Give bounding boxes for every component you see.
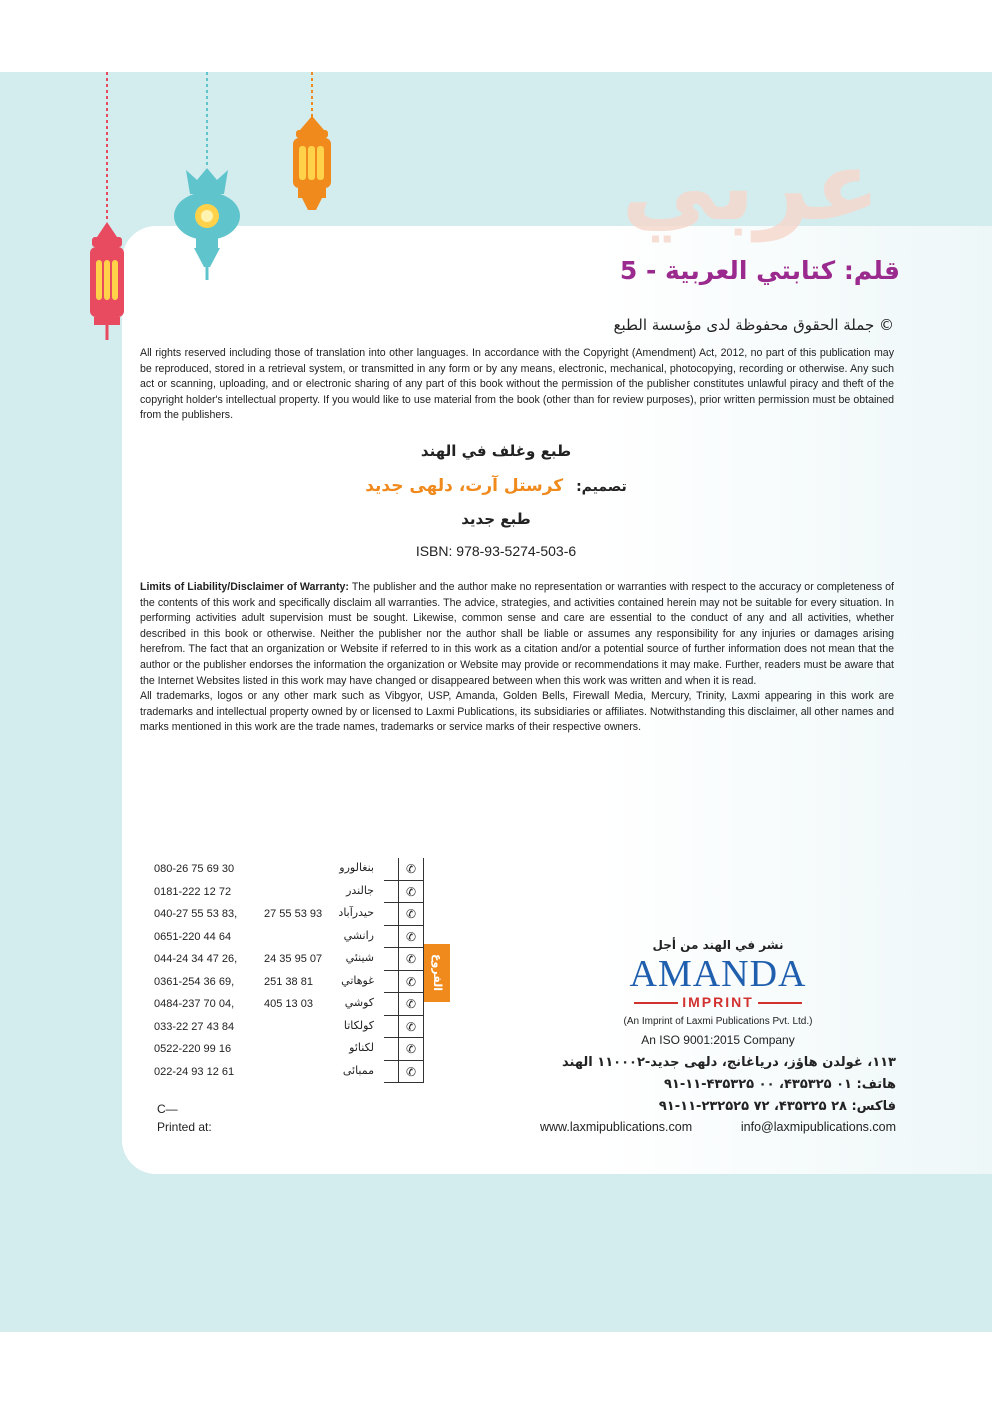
publisher-telephone [540, 1077, 896, 1092]
branch-city: كوشي [344, 996, 374, 1009]
branch-row [154, 1016, 424, 1039]
phone-icon: ✆ [398, 881, 424, 904]
branch-phone-secondary: 24 35 95 07 [264, 953, 323, 965]
branch-city: غوهاتي [341, 973, 374, 987]
branch-phone: 040-27 55 53 83, [154, 908, 238, 920]
imprint-label [540, 994, 896, 1010]
branch-row [154, 971, 424, 994]
branch-city: جالندر [346, 883, 374, 897]
branch-phone: 044-24 34 47 26, [154, 953, 238, 965]
branch-row [154, 926, 424, 949]
printed-in-india: طبع وغلف في الهند [420, 442, 572, 460]
book-title: قلم: كتابتي العربية - 5 [619, 256, 900, 285]
branch-divider [384, 1082, 424, 1083]
branch-row [154, 1061, 424, 1084]
branch-phone: 022-24 93 12 61 [154, 1065, 235, 1078]
rights-paragraph: All rights reserved including those of translation into other languages. In accordance with the Copyright (Amendment) Act, 2012, no part of this publication may be reproduced, stored in a retrieval system, or transmitted in any form or by any means, electronic, mechanical, photocopying, recording or otherwise. Any such act or scanning, uploading, and or electronic sharing of any part of this book without the permission of the publisher constitutes unlawful piracy and theft of the copyright holder's intellectual property. If you would like to use material from the book (other than for review purposes), prior written permission must be obtained from the publishers. [140, 347, 894, 421]
phone-icon: ✆ [398, 1061, 424, 1084]
phone-icon: ✆ [398, 858, 424, 881]
branch-row [154, 993, 424, 1016]
branches-label: الفروع [424, 944, 450, 1002]
branch-city: كولكاتا [343, 1018, 374, 1032]
fax-label: فاكس: [851, 1099, 896, 1114]
branch-phone: 0522-220 99 16 [154, 1043, 232, 1055]
phone-icon: ✆ [398, 1038, 424, 1061]
phone-icon: ✆ [398, 926, 424, 949]
telephone-label: هاتف: [856, 1077, 896, 1092]
branch-phone-secondary: 251 38 81 [264, 975, 313, 988]
disclaimer [140, 580, 894, 736]
decorative-arabic-heading: عربي [621, 130, 880, 242]
publisher-fax [540, 1099, 896, 1114]
branch-phone-secondary: 405 13 03 [264, 998, 313, 1010]
trademark-paragraph: All trademarks, logos or any other mark such as Vibgyor, USP, Amanda, Golden Bells, Firewall Media, Mercury, Trinity, Laxmi appearing in this work are trademarks and intellectual property owned by or licensed to Laxmi Publications, its subsidiaries or affiliates. Notwithstanding this disclaimer, all other names and marks mentioned in this work are the trade names, trademarks or service marks of their respective owners. [140, 690, 894, 734]
imprint-text: IMPRINT [682, 994, 754, 1010]
brand-logo: AMANDA [629, 953, 807, 995]
phone-icon: ✆ [398, 1016, 424, 1039]
phone-icon: ✆ [398, 993, 424, 1016]
branch-phone: 080-26 75 69 30 [154, 863, 235, 875]
design-name: كرستل آرت، دلهی جدید [365, 476, 564, 496]
branch-city: رانشي [343, 928, 374, 942]
fax-value: ۲۸ ۴۳۵۳۲۵، ۷۲ ۲۳۲۵۲۵-۱۱-۹۱ [658, 1099, 847, 1114]
branch-city: شينئي [345, 951, 374, 964]
published-for: نشر في الهند من أجل [652, 938, 784, 952]
printed-at: Printed at: [157, 1120, 212, 1134]
branch-city: لكنائو [349, 1041, 374, 1054]
branch-city: ممبائی [342, 1063, 374, 1077]
design-credit [0, 476, 992, 496]
branch-phone: 0361-254 36 69, [154, 975, 235, 988]
disclaimer-heading: Limits of Liability/Disclaimer of Warranty: [140, 581, 349, 593]
publisher-address: ۱۱۳، غولدن هاؤز، درياغانج، دلهی جديد-۱۱۰۰۰۲ الهند [562, 1055, 896, 1070]
branch-row [154, 903, 424, 926]
branch-row [154, 948, 424, 971]
disclaimer-body: The publisher and the author make no representation or warranties with respect to the accuracy or completeness of the contents of this work and specifically disclaim all warranties. The advice, strategies, and activities contained herein may not be suitable for every situation. In performing activities adult supervision must be sought. Likewise, common sense and care are essential to the conduct of any and all activities, whether described in this book or otherwise. Neither the publisher nor the author shall be liable or assumes any responsibility for any injuries or damages arising herefrom. The fact that an organization or Website if referred to in this work as a citation and/or a potential source of further information does not mean that the author or the publisher endorses the information the organization or Website may provide or recommendations it may make. Further, readers must be aware that the Internet Websites listed in this work may have changed or disappeared between when this work was written and when it is read. [140, 581, 894, 687]
publisher-block [540, 938, 896, 1134]
branch-phone: 0181-222 12 72 [154, 885, 232, 898]
new-print: طبع جديد [461, 510, 531, 528]
branch-city: بنغالورو [339, 861, 374, 874]
c-mark: C— [157, 1102, 178, 1116]
iso-line: An ISO 9001:2015 Company [641, 1033, 795, 1047]
imprint-bar-right [758, 1002, 802, 1004]
branch-city: حيدرآباد [338, 906, 374, 919]
isbn: ISBN: 978-93-5274-503-6 [415, 543, 577, 559]
imprint-bar-left [634, 1002, 678, 1004]
telephone-value: ۰۱ ۴۳۵۳۲۵، ۰۰ ۴۳۵۳۲۵-۱۱-۹۱ [663, 1077, 852, 1092]
branch-phone: 033-22 27 43 84 [154, 1020, 235, 1033]
web-line [540, 1120, 896, 1134]
orange-lantern-icon [290, 72, 334, 217]
phone-icon: ✆ [398, 948, 424, 971]
publisher-subtitle: (An Imprint of Laxmi Publications Pvt. Ltd.) [623, 1016, 813, 1027]
branch-row [154, 881, 424, 904]
branch-phone: 0484-237 70 04, [154, 998, 235, 1010]
branch-list [154, 858, 424, 1083]
branch-row [154, 1038, 424, 1061]
red-lantern-icon [86, 72, 128, 342]
branch-phone-secondary: 27 55 53 93 [264, 908, 323, 920]
website-link[interactable]: www.laxmipublications.com [540, 1120, 693, 1134]
branch-phone: 0651-220 44 64 [154, 930, 232, 943]
phone-icon: ✆ [398, 903, 424, 926]
phone-icon: ✆ [398, 971, 424, 994]
copyright-line: © جملة الحقوق محفوظة لدى مؤسسة الطبع [613, 316, 894, 334]
teal-lantern-icon [172, 72, 242, 282]
branch-row [154, 858, 424, 881]
email-link[interactable]: info@laxmipublications.com [740, 1120, 896, 1134]
design-label: تصميم: [576, 479, 627, 495]
